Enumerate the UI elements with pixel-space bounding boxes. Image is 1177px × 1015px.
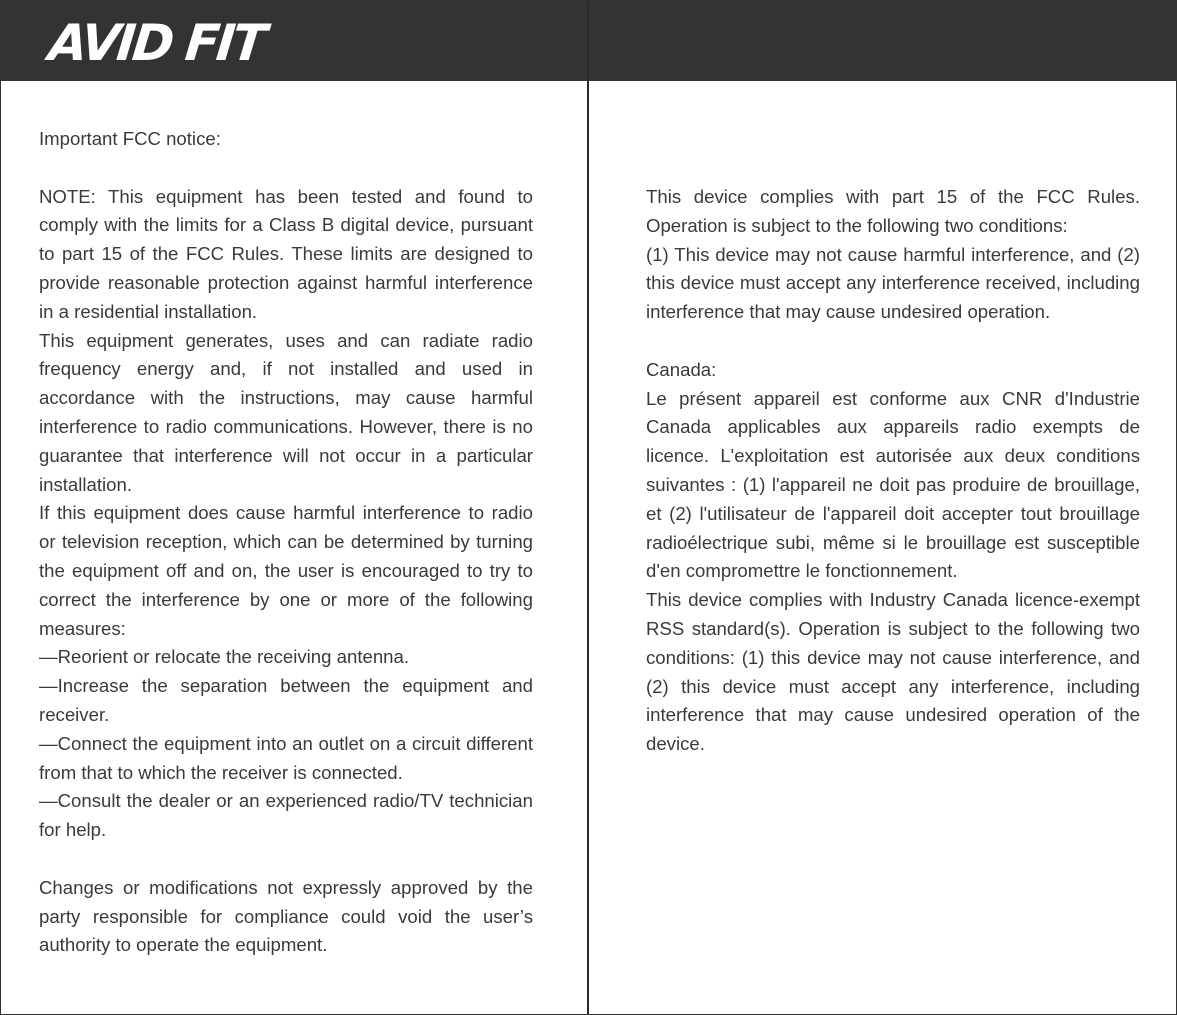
brand-logo: AVID FIT <box>45 14 267 72</box>
fcc-part15-paragraph: This device complies with part 15 of the FCC Rules. Operation is subject to the following two conditions: <box>646 186 1140 236</box>
compliance-text <box>646 183 1140 759</box>
canada-french-paragraph: Le présent appareil est conforme aux CNR d'Industrie Canada applicables aux appareils radio exempts de licence. L'exploitation est autorisée aux deux conditions suivantes : (1) l'appareil ne doit pas produire de brouillage, et (2) l'utilisateur de l'appareil doit accepter tout brouillage radioélectrique subi, même si le brouillage est susceptible d'en compromettre le fonctionnement. <box>646 387 1140 582</box>
header-bar <box>1 1 587 81</box>
fcc-notice-text <box>39 125 533 960</box>
radiation-paragraph: This equipment generates, uses and can radiate radio frequency energy and, if not installed and used in accordance with the instructions, may cause harmful interference to radio communications. However, there is no guarantee that interference will not occur in a particular installation. <box>39 329 533 495</box>
changes-paragraph: Changes or modifications not expressly approved by the party responsible for compliance could void the user’s authority to operate the equipment. <box>39 876 533 956</box>
conditions-paragraph: (1) This device may not cause harmful interference, and (2) this device must accept any interference received, including interference that may cause undesired operation. <box>646 243 1140 323</box>
canada-english-paragraph: This device complies with Industry Canada licence-exempt RSS standard(s). Operation is subject to the following two conditions: (1) this device may not cause interference, and (2) this device must accept any interference, including interference that may cause undesired operation of the device. <box>646 589 1140 755</box>
interference-paragraph: If this equipment does cause harmful interference to radio or television reception, which can be determined by turning the equipment off and on, the user is encouraged to try to correct the interference by one or more of the following measures: <box>39 502 533 639</box>
measure-item: —Reorient or relocate the receiving antenna. <box>39 646 410 668</box>
canada-heading: Canada: <box>646 358 717 380</box>
measure-item: —Connect the equipment into an outlet on a circuit different from that to which the receiver is connected. <box>39 732 533 783</box>
notice-heading: Important FCC notice: <box>39 128 221 149</box>
right-page <box>589 0 1177 1015</box>
measure-item: —Increase the separation between the equipment and receiver. <box>39 675 533 725</box>
header-bar-right <box>589 1 1176 81</box>
measure-item: —Consult the dealer or an experienced radio/TV technician for help. <box>39 790 533 841</box>
note-paragraph: NOTE: This equipment has been tested and found to comply with the limits for a Class B digital device, pursuant to part 15 of the FCC Rules. These limits are designed to provide reasonable protection against harmful interference in a residential installation. <box>39 185 533 322</box>
